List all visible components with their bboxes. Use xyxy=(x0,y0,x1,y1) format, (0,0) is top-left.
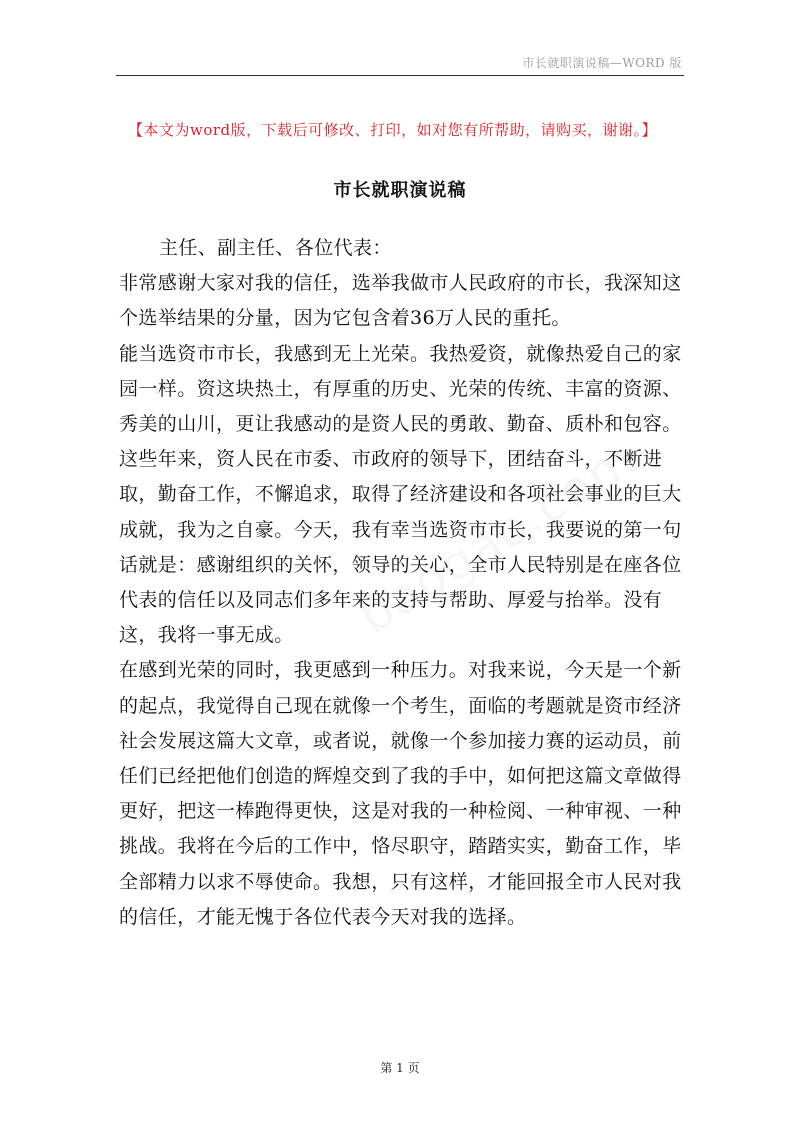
salutation: 主任、副主任、各位代表： xyxy=(159,237,392,259)
purchase-notice: 【本文为word版，下载后可修改、打印，如对您有所帮助，请购买，谢谢。】 xyxy=(128,121,658,139)
paragraph: 在感到光荣的同时，我更感到一种压力。对我来说，今天是一个新的起点，我觉得自己现在就像一个考生，面临的考题就是资市经济社会发展这篇大文章，或者说，就像一个参加接力赛的运动员，前任们已经把他们创造的辉煌交到了我的手中，如何把这篇文章做得更好，把这一棒跑得更快，这是对我的一种检阅、一种审视、一种挑战。我将在今后的工作中，恪尽职守，踏踏实实，勤奋工作，毕全部精力以求不辱使命。我想，只有这样，才能回报全市人民对我的信任，才能无愧于各位代表今天对我的选择。 xyxy=(119,659,682,928)
running-header: 市长就职演说稿—WORD 版 xyxy=(522,56,682,70)
document-title: 市长就职演说稿 xyxy=(333,180,467,201)
page-number: 第 1 页 xyxy=(380,1061,420,1075)
document-body xyxy=(119,231,689,935)
paragraph: 能当选资市市长，我感到无上光荣。我热爱资，就像热爱自己的家园一样。资这块热土，有厚重的历史、光荣的传统、丰富的资源、秀美的山川，更让我感动的是资人民的勇敢、勤奋、质朴和包容。这些年来，资人民在市委、市政府的领导下，团结奋斗，不断进取，勤奋工作，不懈追求，取得了经济建设和各项社会事业的巨大成就，我为之自豪。今天，我有幸当选资市市长，我要说的第一句话就是：感谢组织的关怀，领导的关心，全市人民特别是在座各位代表的信任以及同志们多年来的支持与帮助、厚爱与抬举。没有这，我将一事无成。 xyxy=(119,342,682,647)
header-divider xyxy=(116,75,684,76)
paragraph: 非常感谢大家对我的信任，选举我做市人民政府的市长，我深知这个选举结果的分量，因为它包含着36万人民的重托。 xyxy=(119,272,682,330)
